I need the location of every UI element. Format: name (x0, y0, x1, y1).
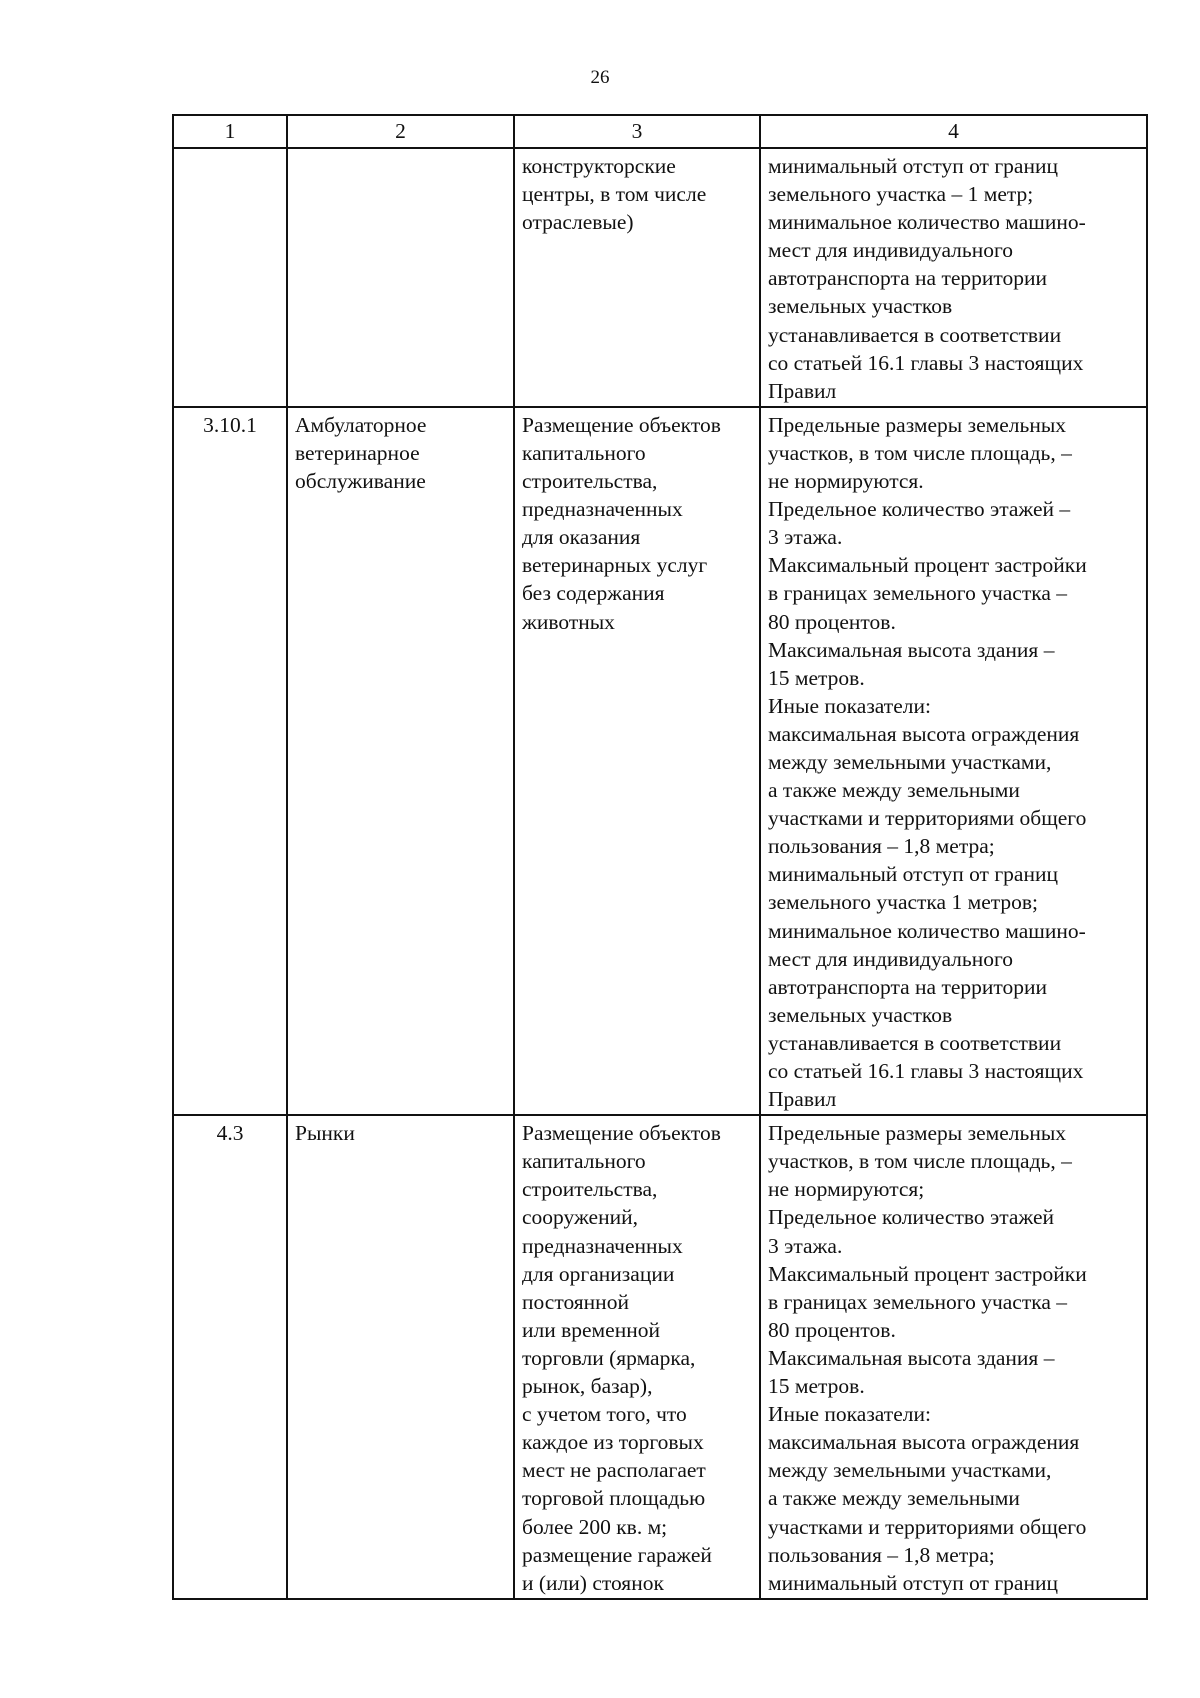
description-cell (514, 407, 760, 1115)
name-cell (287, 407, 514, 1115)
table-row (173, 407, 1147, 1115)
parameter-line: между земельными участками, (768, 749, 1052, 774)
type-code: 3.10.1 (203, 412, 257, 437)
column-header-4: 4 (760, 115, 1147, 148)
name-line: ветеринарное (295, 440, 420, 465)
parameter-line: Иные показатели: (768, 693, 931, 718)
column-header-1: 1 (173, 115, 287, 148)
parameter-line: Правил (768, 378, 837, 403)
parameter-line: земельного участка – 1 метр; (768, 182, 1034, 207)
table-row (173, 1115, 1147, 1599)
parameter-line: минимальный отступ от границ (768, 154, 1058, 178)
name-cell (287, 148, 514, 407)
parameter-line: Максимальный процент застройки (768, 553, 1087, 578)
page-number: 26 (590, 67, 610, 88)
description-line: торговли (ярмарка, (522, 1345, 696, 1370)
zoning-rules-table (172, 114, 1148, 1600)
parameter-line: а также между земельными (768, 778, 1020, 803)
code-cell (173, 1115, 287, 1599)
description-line: предназначенных (522, 1233, 683, 1258)
description-line: рынок, базар), (522, 1374, 653, 1399)
parameter-line: минимальный отступ от границ (768, 862, 1058, 887)
parameter-line: в границах земельного участка – (768, 1289, 1068, 1314)
description-line: Размещение объектов (522, 1121, 721, 1146)
parameter-line: не нормируются; (768, 1177, 925, 1202)
parameter-line: 15 метров. (768, 665, 865, 690)
description-cell (514, 148, 760, 407)
parameters-cell (760, 1115, 1147, 1599)
name-line: Рынки (295, 1121, 355, 1146)
description-line: или временной (522, 1317, 660, 1342)
parameter-line: 80 процентов. (768, 609, 896, 634)
parameter-line: минимальное количество машино- (768, 918, 1086, 943)
parameter-line: не нормируются. (768, 469, 924, 494)
parameter-line: мест для индивидуального (768, 946, 1014, 971)
code-cell (173, 407, 287, 1115)
parameters-cell (760, 148, 1147, 407)
description-line: для организации (522, 1261, 675, 1286)
description-line: более 200 кв. м; (522, 1514, 668, 1539)
description-line: сооружений, (522, 1205, 638, 1230)
description-line: с учетом того, что (522, 1402, 687, 1427)
parameter-line: Иные показатели: (768, 1402, 931, 1427)
code-cell (173, 148, 287, 407)
parameter-line: устанавливается в соответствии (768, 1030, 1062, 1055)
column-header-3: 3 (514, 115, 760, 148)
description-line: Размещение объектов (522, 412, 721, 437)
parameter-line: минимальное количество машино- (768, 210, 1086, 235)
parameter-line: со статьей 16.1 главы 3 настоящих (768, 350, 1084, 375)
parameter-line: Максимальная высота здания – (768, 637, 1055, 662)
description-line: без содержания (522, 581, 665, 606)
description-line: мест не располагает (522, 1458, 706, 1483)
parameter-line: земельных участков (768, 1002, 953, 1027)
description-line: капитального (522, 1149, 646, 1174)
description-line: центры, в том числе (522, 182, 707, 207)
parameter-line: Правил (768, 1087, 837, 1112)
parameter-line: земельных участков (768, 294, 953, 319)
table-header-row (173, 115, 1147, 148)
parameter-line: между земельными участками, (768, 1458, 1052, 1483)
parameter-line: 3 этажа. (768, 1233, 843, 1258)
parameter-line: 3 этажа. (768, 525, 843, 550)
description-line: размещение гаражей (522, 1542, 712, 1567)
name-cell (287, 1115, 514, 1599)
description-line: ветеринарных услуг (522, 553, 708, 578)
parameters-cell (760, 407, 1147, 1115)
description-line: и (или) стоянок (522, 1570, 664, 1595)
parameter-line: со статьей 16.1 главы 3 настоящих (768, 1059, 1084, 1083)
description-line: торговой площадью (522, 1486, 706, 1511)
parameter-line: Предельные размеры земельных (768, 412, 1067, 437)
name-line: Амбулаторное (295, 412, 427, 437)
parameter-line: 15 метров. (768, 1374, 865, 1399)
description-cell (514, 1115, 760, 1599)
description-line: каждое из торговых (522, 1430, 704, 1455)
parameter-line: земельного участка 1 метров; (768, 890, 1039, 915)
parameter-line: участками и территориями общего (768, 806, 1087, 831)
parameter-line: максимальная высота ограждения (768, 1430, 1080, 1455)
parameter-line: а также между земельными (768, 1486, 1020, 1511)
parameter-line: автотранспорта на территории (768, 266, 1048, 291)
table-body (173, 148, 1147, 1599)
description-line: постоянной (522, 1289, 629, 1314)
table-row (173, 148, 1147, 407)
description-line: конструкторские (522, 154, 676, 178)
parameter-line: 80 процентов. (768, 1317, 896, 1342)
description-line: строительства, (522, 1177, 658, 1202)
description-line: животных (522, 609, 615, 634)
parameter-line: мест для индивидуального (768, 238, 1014, 263)
parameter-line: участками и территориями общего (768, 1514, 1087, 1539)
parameter-line: максимальная высота ограждения (768, 721, 1080, 746)
parameter-line: Предельное количество этажей (768, 1205, 1055, 1230)
column-header-2: 2 (287, 115, 514, 148)
parameter-line: устанавливается в соответствии (768, 322, 1062, 347)
description-line: отраслевые) (522, 210, 634, 235)
parameter-line: Предельные размеры земельных (768, 1121, 1067, 1146)
parameter-line: пользования – 1,8 метра; (768, 1542, 995, 1567)
parameter-line: Максимальная высота здания – (768, 1345, 1055, 1370)
parameter-line: Максимальный процент застройки (768, 1261, 1087, 1286)
description-line: капитального (522, 440, 646, 465)
description-line: предназначенных (522, 497, 683, 522)
parameter-line: минимальный отступ от границ (768, 1570, 1058, 1595)
name-line: обслуживание (295, 469, 426, 494)
parameter-line: Предельное количество этажей – (768, 497, 1071, 522)
type-code: 4.3 (216, 1121, 244, 1146)
parameter-line: участков, в том числе площадь, – (768, 440, 1072, 465)
parameter-line: в границах земельного участка – (768, 581, 1068, 606)
description-line: строительства, (522, 469, 658, 494)
description-line: для оказания (522, 525, 641, 550)
parameter-line: пользования – 1,8 метра; (768, 834, 995, 859)
parameter-line: автотранспорта на территории (768, 974, 1048, 999)
parameter-line: участков, в том числе площадь, – (768, 1149, 1072, 1174)
